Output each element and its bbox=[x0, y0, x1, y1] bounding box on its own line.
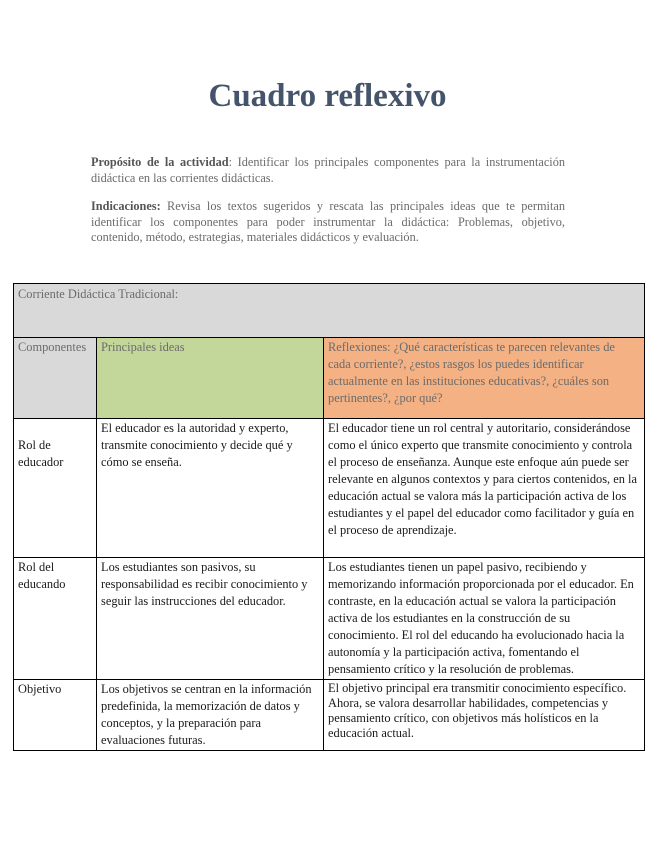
row-component: Rol del educando bbox=[14, 558, 97, 680]
row-ideas: Los estudiantes son pasivos, su responsabilidad es recibir conocimiento y seguir las instrucciones del educador. bbox=[97, 558, 324, 680]
header-reflections: Reflexiones: ¿Qué características te parecen relevantes de cada corriente?, ¿estos rasgos los puedes identificar actualmente en las instituciones educativas?, ¿cuáles son pertinentes?, ¿por qué? bbox=[324, 338, 645, 419]
page-title: Cuadro reflexivo bbox=[208, 78, 447, 114]
purpose-paragraph bbox=[91, 155, 565, 186]
row-reflection: Los estudiantes tienen un papel pasivo, recibiendo y memorizando información proporcionada por el educador. En contraste, en la educación actual se valora la participación activa de los estudiantes en la construcción de su conocimiento. El rol del educando ha evolucionado hacia la autonomía y la participación activa, fomentando el pensamiento crítico y la resolución de problemas. bbox=[324, 558, 645, 680]
instructions-label: Indicaciones: bbox=[91, 199, 161, 213]
row-component: Objetivo bbox=[14, 680, 97, 751]
row-reflection: El objetivo principal era transmitir conocimiento específico. Ahora, se valora desarrollar habilidades, competencias y pensamiento crítico, con objetivos más holísticos en la educación actual. bbox=[324, 680, 645, 751]
instructions-paragraph bbox=[91, 199, 565, 246]
row-component-label: Rol de educador bbox=[18, 438, 64, 469]
table-row bbox=[14, 680, 645, 751]
purpose-label: Propósito de la actividad bbox=[91, 155, 229, 169]
row-ideas: Los objetivos se centran en la información predefinida, la memorización de datos y conceptos, y la preparación para evaluaciones futuras. bbox=[97, 680, 324, 751]
corriente-heading: Corriente Didáctica Tradicional: bbox=[14, 284, 645, 338]
header-ideas: Principales ideas bbox=[97, 338, 324, 419]
row-ideas: El educador es la autoridad y experto, transmite conocimiento y decide qué y cómo se enseña. bbox=[97, 419, 324, 558]
instructions-text: Revisa los textos sugeridos y rescata las principales ideas que te permitan identificar los componentes para poder instrumentar la didáctica: Problemas, objetivo, contenido, método, estrategias, materiales didácticos y evaluación. bbox=[91, 199, 565, 244]
row-component bbox=[14, 419, 97, 558]
purpose-text: : Identificar los principales componentes para la instrumentación didáctica en las corrientes didácticas. bbox=[91, 155, 566, 185]
table-row bbox=[14, 558, 645, 680]
reflection-table bbox=[13, 283, 645, 751]
row-reflection: El educador tiene un rol central y autoritario, considerándose como el único experto que transmite conocimiento y controla el proceso de enseñanza. Aunque este enfoque aún puede ser relevante en algunos contextos y para ciertos contenidos, en la educación actual se valora más la participación activa de los estudiantes y el papel del educador como facilitador y guía en el proceso de aprendizaje. bbox=[324, 419, 645, 558]
table-row bbox=[14, 419, 645, 558]
header-components: Componentes bbox=[14, 338, 97, 419]
